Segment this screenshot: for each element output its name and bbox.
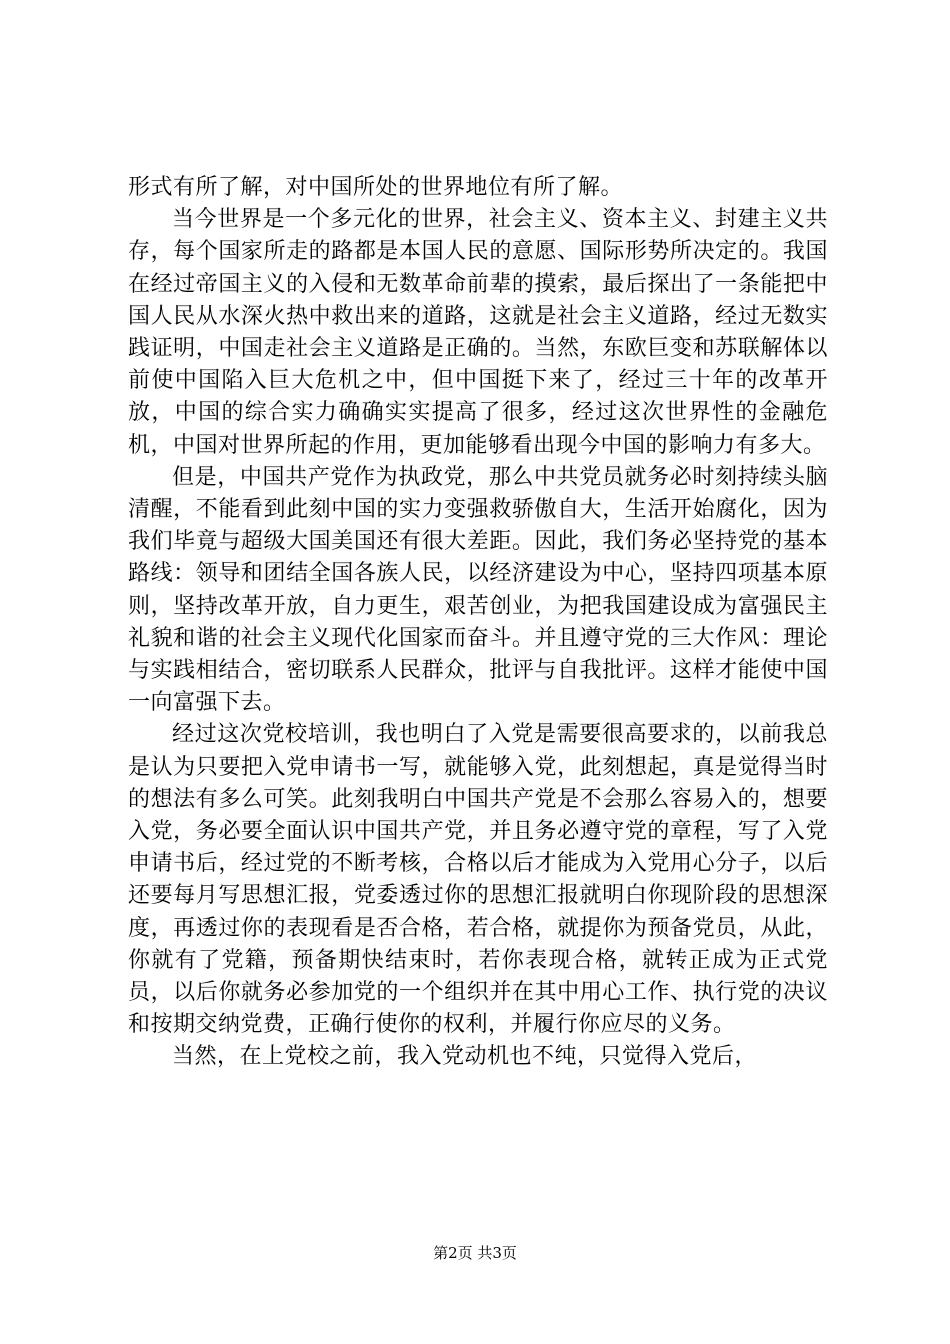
paragraph-party-line: 但是，中国共产党作为执政党，那么中共党员就务必时刻持续头脑清醒，不能看到此刻中国的实力变强救骄傲自大，生活开始腐化，因为我们毕竟与超级大国美国还有很大差距。因此，我们务必坚持党的基本路线：领导和团结全国各族人民，以经济建设为中心，坚持四项基本原则，坚持改革开放，自力更生，艰苦创业，为把我国建设成为富强民主礼貌和谐的社会主义现代化国家而奋斗。并且遵守党的三大作风：理论与实践相结合，密切联系人民群众，批评与自我批评。这样才能使中国一向富强下去。 — [128, 464, 828, 716]
paragraph-continuation: 形式有所了解，对中国所处的世界地位有所了解。 — [128, 175, 624, 200]
document-body — [128, 172, 828, 1074]
paragraph-party-school-training: 经过这次党校培训，我也明白了入党是需要很高要求的，以前我总是认为只要把入党申请书一写，就能够入党，此刻想起，真是觉得当时的想法有多么可笑。此刻我明白中国共产党是不会那么容易入的，想要入党，务必要全面认识中国共产党，并且务必遵守党的章程，写了入党申请书后，经过党的不断考核，合格以后才能成为入党用心分子，以后还要每月写思想汇报，党委透过你的思想汇报就明白你现阶段的思想深度，再透过你的表现看是否合格，若合格，就提你为预备党员，从此，你就有了党籍，预备期快结束时，若你表现合格，就转正成为正式党员，以后你就务必参加党的一个组织并在其中用心工作、执行党的决议和按期交纳党费，正确行使你的权利，并履行你应尽的义务。 — [128, 722, 828, 1038]
page-footer — [0, 1243, 950, 1263]
page-number: 第2页 共3页 — [433, 1244, 517, 1262]
paragraph-motivation: 当然，在上党校之前，我入党动机也不纯，只觉得入党后， — [172, 1044, 758, 1070]
paragraph-world-situation: 当今世界是一个多元化的世界，社会主义、资本主义、封建主义共存，每个国家所走的路都是本国人民的意愿、国际形势所决定的。我国在经过帝国主义的入侵和无数革命前辈的摸索，最后探出了一条能把中国人民从水深火热中救出来的道路，这就是社会主义道路，经过无数实践证明，中国走社会主义道路是正确的。当然，东欧巨变和苏联解体以前使中国陷入巨大危机之中，但中国挺下来了，经过三十年的改革开放，中国的综合实力确确实实提高了很多，经过这次世界性的金融危机，中国对世界所起的作用，更加能够看出现今中国的影响力有多大。 — [128, 207, 828, 458]
